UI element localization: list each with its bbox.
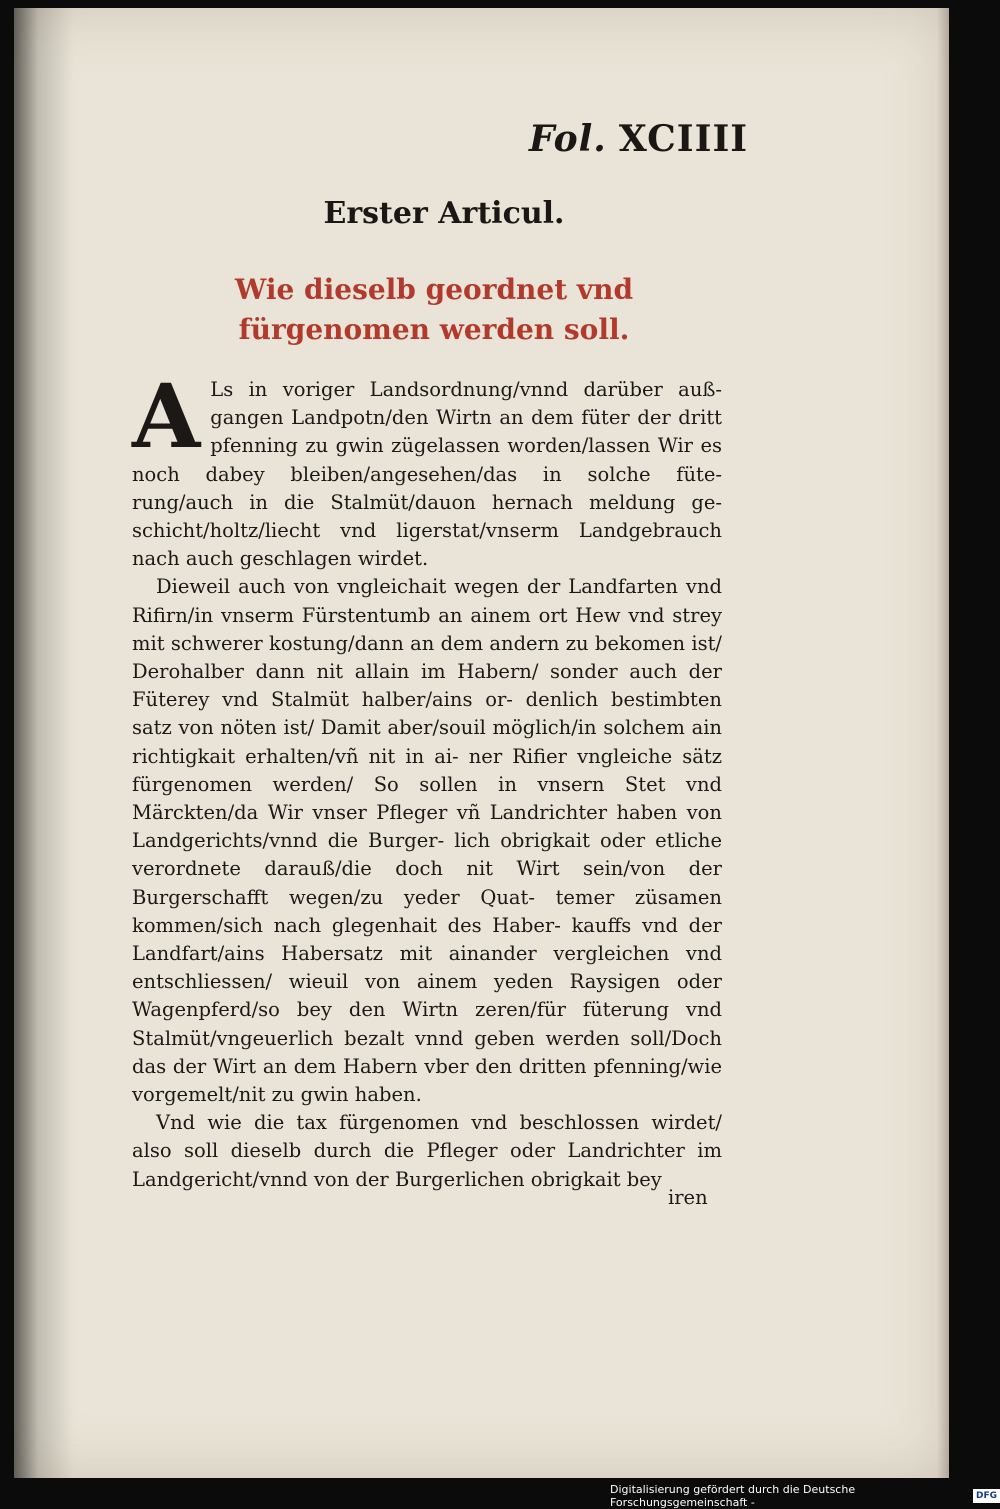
body-text	[132, 364, 722, 1194]
rubric-subheading: Wie dieselb geordnet vnd fürgenomen werden soll.	[234, 273, 634, 346]
folio-prefix: Fol.	[529, 118, 607, 160]
paragraph-2: Dieweil auch von vngleichait wegen der Landfarten vnd Rifirn/in vnserm Fürstentumb an ainem ort Hew vnd strey mit schwerer kostung/dann an dem andern zu bekomen ist/ Derohalber dann nit allain im Habern/ sonder auch der Füterey vnd Stalmüt halber/ains or- denlich bestimbten satz von nöten ist/ Damit aber/souil möglich/in solchem ain richtigkait erhalten/vñ nit in ai- ner Rifier vngleiche sätz fürgenomen werden/ So sollen in vnsern Stet vnd Märckten/da Wir vnser Pfleger vñ Landrichter haben von Landgerichts/vnnd die Burger- lich obrigkait oder etliche verordnete darauß/die doch nit Wirt sein/von der Burgerschafft wegen/zu yeder Quat- temer züsamen kommen/sich nach glegenhait des Haber- kauffs vnd der Landfart/ains Habersatz mit ainander vergleichen vnd entschliessen/ wieuil von ainem yeden Raysigen oder Wagenpferd/so bey den Wirtn zeren/für füterung vnd Stalmüt/vngeuerlich bezalt vnnd geben werden soll/Doch das der Wirt an dem Habern vber den dritten pfenning/wie vorgemelt/nit zu gwin haben.	[132, 575, 722, 1107]
footer-credit	[610, 1483, 1000, 1509]
paragraph-1	[132, 364, 722, 573]
footer-text: Digitalisierung gefördert durch die Deutsche Forschungsgemeinschaft -	[610, 1483, 856, 1509]
paragraph-3: Vnd wie die tax fürgenomen vnd beschlossen wirdet/ also soll dieselb durch die Pfleger oder Landrichter im Landgericht/vnnd von der Burgerlichen obrigkait bey	[132, 1111, 722, 1191]
folio-number: XCIIII	[618, 118, 749, 160]
drop-capital: A	[132, 364, 201, 468]
dfg-logo: DFG	[973, 1489, 1000, 1503]
page-edge	[937, 8, 949, 1478]
catchword: iren	[668, 1186, 708, 1209]
folio-header	[529, 118, 748, 160]
book-page	[14, 8, 949, 1478]
spine-shadow	[14, 8, 74, 1478]
paragraph-1-text: Ls in voriger Landsordnung/vnnd darüber auß- gangen Landpotn/den Wirtn an dem füter der dritt pfenning zu gwin zügelassen worden/lassen Wir es noch dabey bleiben/angesehen/das in solche füte- rung/auch in die Stalmüt/dauon hernach meldung ge- schicht/holtz/liecht vnd ligerstat/vnserm Landgebrauch nach auch geschlagen wirdet.	[132, 378, 722, 571]
chapter-heading: Erster Articul.	[323, 196, 565, 231]
